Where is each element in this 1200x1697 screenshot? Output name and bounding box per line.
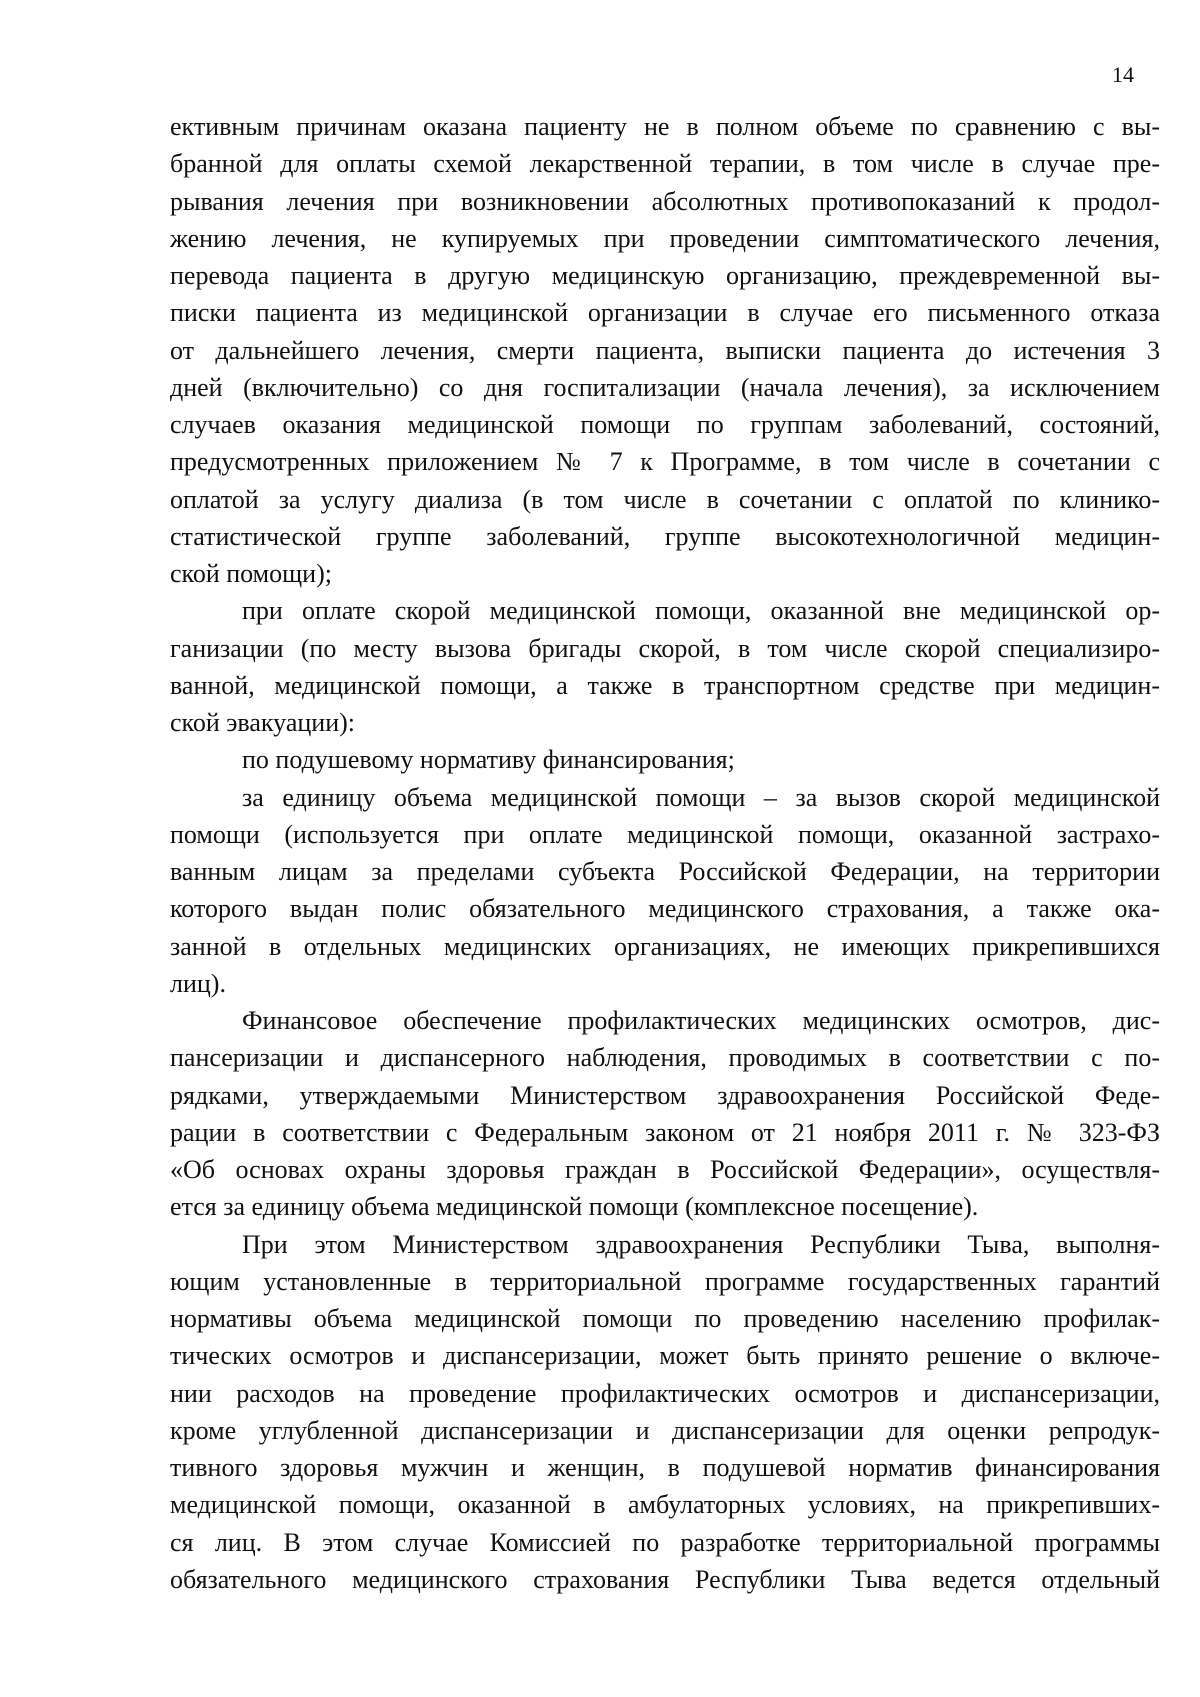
- text-line: «Об основах охраны здоровья граждан в Российской Федерации», осуществля-: [170, 1155, 1160, 1184]
- text-line: ективным причинам оказана пациенту не в полном объеме по сравнению с вы-: [170, 112, 1160, 141]
- text-line: ганизации (по месту вызова бригады скорой, в том числе скорой специализиро-: [170, 633, 1160, 663]
- text-line: помощи (используется при оплате медицинской помощи, оказанной застрахо-: [170, 819, 1160, 849]
- text-line: за единицу объема медицинской помощи – за вызов скорой медицинской: [242, 782, 1160, 812]
- text-line: писки пациента из медицинской организации в случае его письменного отказа: [170, 298, 1160, 328]
- text-line: ющим установленные в территориальной программе государственных гарантий: [170, 1266, 1160, 1296]
- text-line: рывания лечения при возникновении абсолютных противопоказаний к продол-: [170, 186, 1160, 216]
- text-line: кроме углубленной диспансеризации и диспансеризации для оценки репродук-: [170, 1415, 1160, 1445]
- body-text: [170, 108, 1160, 1598]
- text-line: которого выдан полис обязательного медицинского страхования, а также ока-: [170, 894, 1160, 924]
- text-line: предусмотренных приложением № 7 к Программе, в том числе в сочетании с: [170, 447, 1160, 477]
- text-line: медицинской помощи, оказанной в амбулаторных условиях, на прикрепивших-: [170, 1490, 1160, 1520]
- text-line: занной в отдельных медицинских организациях, не имеющих прикрепившихся: [170, 931, 1160, 961]
- text-line: тивного здоровья мужчин и женщин, в подушевой норматив финансирования: [170, 1453, 1160, 1482]
- text-line: При этом Министерством здравоохранения Республики Тыва, выполня-: [242, 1229, 1160, 1259]
- page-number: 14: [1112, 62, 1134, 87]
- text-line: ся лиц. В этом случае Комиссией по разработке территориальной программы: [170, 1527, 1160, 1557]
- text-line: лиц).: [170, 968, 226, 998]
- text-line: Финансовое обеспечение профилактических медицинских осмотров, дис-: [242, 1006, 1160, 1035]
- text-line: бранной для оплаты схемой лекарственной терапии, в том числе в случае пре-: [170, 149, 1160, 179]
- text-line: тических осмотров и диспансеризации, может быть принято решение о включе-: [170, 1341, 1160, 1371]
- text-line: дней (включительно) со дня госпитализации (начала лечения), за исключением: [170, 372, 1160, 402]
- text-line: по подушевому нормативу финансирования;: [242, 745, 735, 775]
- text-line: жению лечения, не купируемых при проведении симптоматического лечения,: [170, 223, 1160, 253]
- text-line: оплатой за услугу диализа (в том числе в сочетании с оплатой по клинико-: [170, 484, 1160, 514]
- text-line: ванной, медицинской помощи, а также в транспортном средстве при медицин-: [170, 670, 1160, 700]
- text-line: нии расходов на проведение профилактических осмотров и диспансеризации,: [170, 1378, 1160, 1408]
- text-line: обязательного медицинского страхования Республики Тыва ведется отдельный: [170, 1564, 1160, 1594]
- text-line: рядками, утверждаемыми Министерством здравоохранения Российской Феде-: [170, 1080, 1160, 1110]
- text-line: нормативы объема медицинской помощи по проведению населению профилак-: [170, 1304, 1160, 1333]
- text-line: ванным лицам за пределами субъекта Российской Федерации, на территории: [170, 857, 1160, 886]
- text-line: ской эвакуации):: [170, 708, 355, 737]
- text-line: статистической группе заболеваний, группе высокотехнологичной медицин-: [170, 521, 1160, 551]
- text-line: случаев оказания медицинской помощи по группам заболеваний, состояний,: [170, 410, 1160, 439]
- text-line: пансеризации и диспансерного наблюдения, проводимых в соответствии с по-: [170, 1043, 1160, 1073]
- text-line: при оплате скорой медицинской помощи, оказанной вне медицинской ор-: [242, 596, 1160, 626]
- text-line: ской помощи);: [170, 559, 332, 588]
- text-line: рации в соответствии с Федеральным законом от 21 ноября 2011 г. № 323-ФЗ: [170, 1117, 1160, 1147]
- text-line: ется за единицу объема медицинской помощи (комплексное посещение).: [170, 1192, 979, 1222]
- text-line: от дальнейшего лечения, смерти пациента, выписки пациента до истечения 3: [170, 335, 1160, 365]
- text-line: перевода пациента в другую медицинскую организацию, преждевременной вы-: [170, 261, 1160, 290]
